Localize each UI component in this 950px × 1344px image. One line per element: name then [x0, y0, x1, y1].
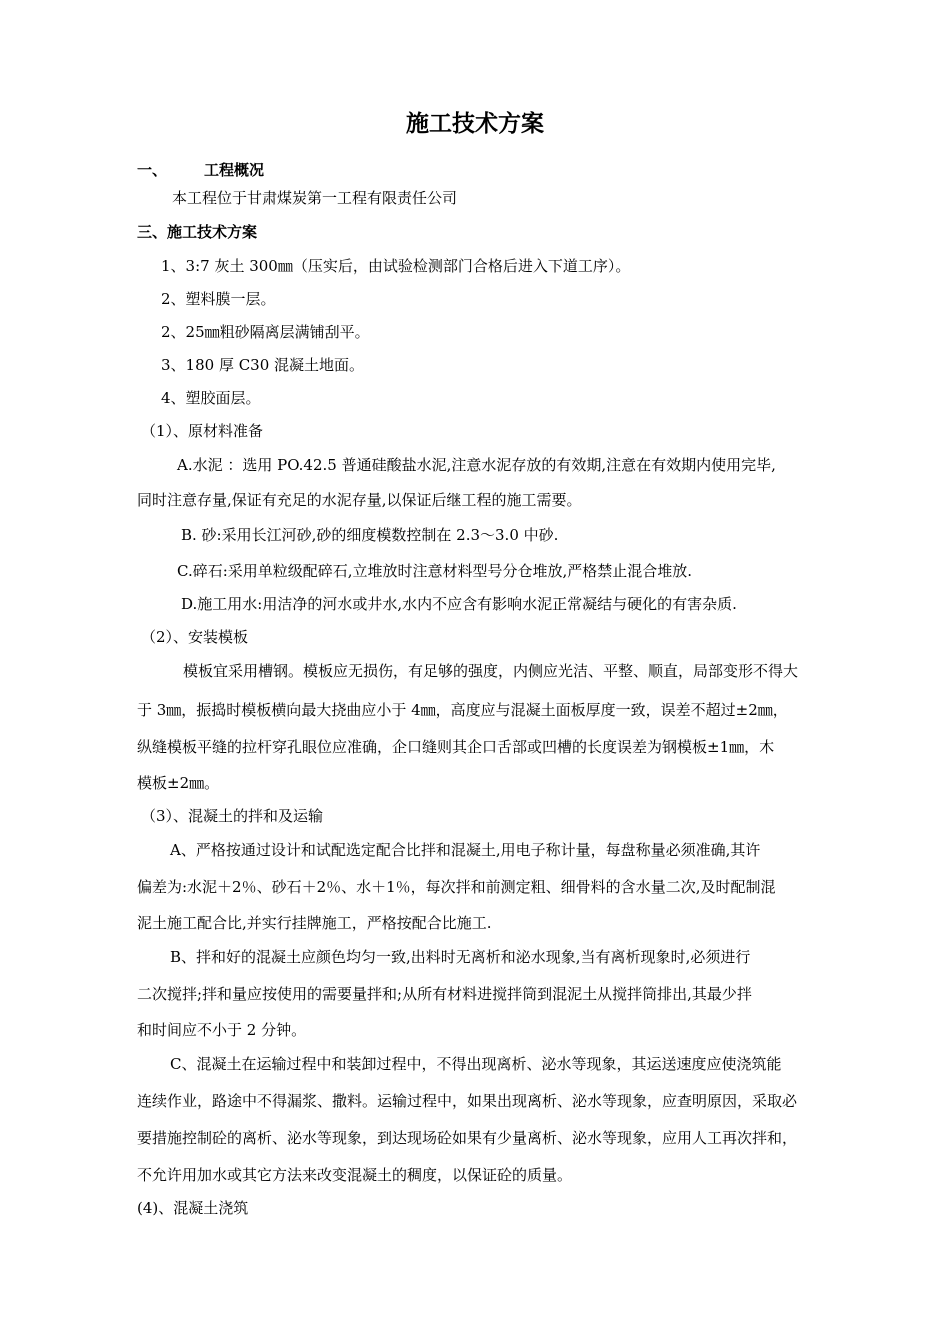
section1-heading: 工程概况 — [204, 161, 265, 179]
sub1-c-line: C.碎石:采用单粒级配碎石,立堆放时注意材料型号分仓堆放,严格禁止混合堆放. — [177, 562, 693, 580]
sub1-a-line: A.水泥 ：选用 PO.42.5 普通硅酸盐水泥,注意水泥存放的有效期,注意在有效期内使用完毕, — [177, 456, 776, 474]
sub3-c-line: 要措施控制砼的离析、泌水等现象，到达现场砼如果有少量离析、泌水等现象，应用人工再次拌和， — [137, 1129, 798, 1147]
sub3-a-line: A、严格按通过设计和试配选定配合比拌和混凝土,用电子称计量，每盘称量必须准确,其许 — [170, 841, 761, 859]
sub2-line: 模板宜采用槽钢。模板应无损伤，有足够的强度，内侧应光洁、平整、顺直，局部变形不得大 — [183, 662, 799, 680]
sub3-b-line: B、拌和好的混凝土应颜色均匀一致,出料时无离析和泌水现象,当有离析现象时,必须进行 — [170, 948, 751, 966]
sub2-line: 于 3㎜，振捣时模板横向最大挠曲应小于 4㎜，高度应与混凝土面板厚度一致，误差不超过±2㎜， — [137, 701, 788, 719]
overview-text: 本工程位于甘肃煤炭第一工程有限责任公司 — [172, 189, 458, 207]
step-item: 2、25㎜粗砂隔离层满铺刮平。 — [161, 323, 370, 341]
sub3-c-line: 连续作业，路途中不得漏浆、撒料。运输过程中，如果出现离析、泌水等现象，应查明原因，采取必 — [137, 1092, 798, 1110]
sub2-line: 纵缝模板平缝的拉杆穿孔眼位应准确，企口缝则其企口舌部或凹槽的长度误差为钢模板±1㎜，木 — [137, 738, 775, 756]
step-item: 3、180 厚 C30 混凝土地面。 — [161, 356, 365, 374]
sub1-b-line: B. 砂:采用长江河砂,砂的细度模数控制在 2.3～3.0 中砂. — [181, 526, 559, 544]
sub3-b-line: 二次搅拌;拌和量应按使用的需要量拌和;从所有材料进搅拌筒到混泥土从搅拌筒排出,其最少拌 — [137, 985, 752, 1003]
sub3-a-line: 泥土施工配合比,并实行挂牌施工，严格按配合比施工. — [137, 914, 492, 932]
sub1-heading: （1）、原材料准备 — [141, 422, 264, 440]
sub3-heading: （3）、混凝土的拌和及运输 — [141, 807, 324, 825]
step-item: 4、塑胶面层。 — [161, 389, 261, 407]
document-title: 施工技术方案 — [406, 110, 544, 137]
sub3-c-line: 不允许用加水或其它方法来改变混凝土的稠度，以保证砼的质量。 — [137, 1166, 573, 1184]
sub3-c-line: C、混凝土在运输过程中和装卸过程中，不得出现离析、泌水等现象，其运送速度应使浇筑能 — [170, 1055, 782, 1073]
step-item: 2、塑料膜一层。 — [161, 290, 276, 308]
sub1-d-line: D.施工用水:用洁净的河水或井水,水内不应含有影响水泥正常凝结与硬化的有害杂质. — [181, 595, 737, 613]
sub4-heading: (4)、混凝土浇筑 — [137, 1199, 249, 1217]
sub2-line: 模板±2㎜。 — [137, 774, 220, 792]
sub1-a-line: 同时注意存量,保证有充足的水泥存量,以保证后继工程的施工需要。 — [137, 491, 582, 509]
sub3-b-line: 和时间应不小于 2 分钟。 — [137, 1021, 307, 1039]
sub2-heading: （2）、安装模板 — [141, 628, 249, 646]
step-item: 1、3:7 灰土 300㎜（压实后，由试验检测部门合格后进入下道工序）。 — [161, 257, 631, 275]
section3-heading: 三、施工技术方案 — [137, 223, 258, 241]
sub3-a-line: 偏差为:水泥＋2％、砂石＋2％、水＋1％，每次拌和前测定粗、细骨料的含水量二次,及时配制混 — [137, 878, 776, 896]
section1-number: 一、 — [137, 161, 168, 179]
